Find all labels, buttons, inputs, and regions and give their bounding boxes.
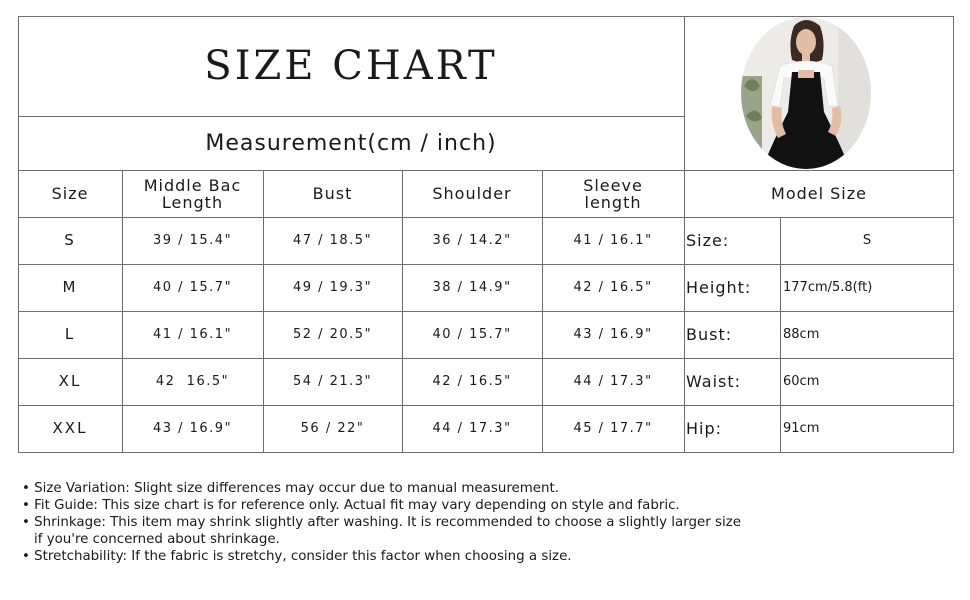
model-hip-value: 91cm bbox=[783, 421, 820, 436]
sleeve-cell: 41 / 16.1" bbox=[573, 233, 653, 248]
chart-title: SIZE CHART bbox=[204, 43, 498, 89]
size-cell: M bbox=[62, 278, 78, 296]
size-cell: XXL bbox=[52, 419, 88, 437]
shoulder-cell: 44 / 17.3" bbox=[432, 421, 512, 436]
size-chart-table bbox=[18, 16, 954, 453]
divider-photo bbox=[684, 16, 685, 453]
border-bottom bbox=[18, 452, 954, 453]
model-size-value: S bbox=[862, 233, 872, 248]
bust-cell: 52 / 20.5" bbox=[292, 327, 373, 342]
sleeve-cell: 42 / 16.5" bbox=[573, 280, 653, 295]
model-size-label: Size: bbox=[686, 231, 730, 250]
note-fit-guide: • Fit Guide: This size chart is for reference only. Actual fit may vary depending on style and fabric. bbox=[22, 498, 680, 513]
shoulder-cell: 40 / 15.7" bbox=[432, 327, 512, 342]
sleeve-cell: 44 / 17.3" bbox=[573, 374, 653, 389]
length-cell: 40 / 15.7" bbox=[152, 280, 233, 295]
note-stretchability: • Stretchability: If the fabric is stretchy, consider this factor when choosing a size. bbox=[22, 549, 572, 564]
size-notes bbox=[22, 480, 962, 565]
note-size-variation: • Size Variation: Slight size differences may occur due to manual measurement. bbox=[22, 481, 560, 496]
measurement-unit-label: Measurement(cm / inch) bbox=[205, 130, 497, 156]
header-model-size: Model Size bbox=[771, 184, 867, 203]
model-bust-value: 88cm bbox=[783, 327, 820, 342]
shoulder-cell: 42 / 16.5" bbox=[432, 374, 512, 389]
model-bust-label: Bust: bbox=[686, 325, 733, 344]
size-cell: XL bbox=[58, 372, 82, 390]
header-size: Size bbox=[51, 184, 89, 203]
header-middle-back-length: Middle Bac Length bbox=[143, 175, 242, 212]
model-height-label: Height: bbox=[686, 278, 752, 297]
bust-cell: 49 / 19.3" bbox=[292, 280, 373, 295]
length-cell: 43 / 16.9" bbox=[152, 421, 233, 436]
sleeve-cell: 43 / 16.9" bbox=[573, 327, 653, 342]
length-cell: 42 16.5" bbox=[155, 374, 230, 389]
shoulder-cell: 36 / 14.2" bbox=[432, 233, 512, 248]
note-shrinkage: • Shrinkage: This item may shrink slightly after washing. It is recommended to choose a slightly larger size bbox=[22, 515, 741, 530]
model-height-value: 177cm/5.8(ft) bbox=[783, 280, 873, 295]
bust-cell: 47 / 18.5" bbox=[292, 233, 373, 248]
header-bust: Bust bbox=[312, 184, 353, 203]
bust-cell: 56 / 22" bbox=[300, 421, 365, 436]
size-cell: L bbox=[64, 325, 76, 343]
header-sleeve-length: Sleeve length bbox=[583, 175, 643, 212]
model-waist-value: 60cm bbox=[783, 374, 820, 389]
length-cell: 41 / 16.1" bbox=[152, 327, 233, 342]
size-cell: S bbox=[64, 231, 76, 249]
sleeve-cell: 45 / 17.7" bbox=[573, 421, 653, 436]
shoulder-cell: 38 / 14.9" bbox=[432, 280, 512, 295]
model-hip-label: Hip: bbox=[686, 419, 723, 438]
model-waist-label: Waist: bbox=[686, 372, 742, 391]
header-shoulder: Shoulder bbox=[432, 184, 512, 203]
bust-cell: 54 / 21.3" bbox=[292, 374, 373, 389]
model-photo bbox=[740, 16, 872, 170]
note-shrinkage-cont: if you're concerned about shrinkage. bbox=[34, 532, 280, 547]
length-cell: 39 / 15.4" bbox=[152, 233, 233, 248]
